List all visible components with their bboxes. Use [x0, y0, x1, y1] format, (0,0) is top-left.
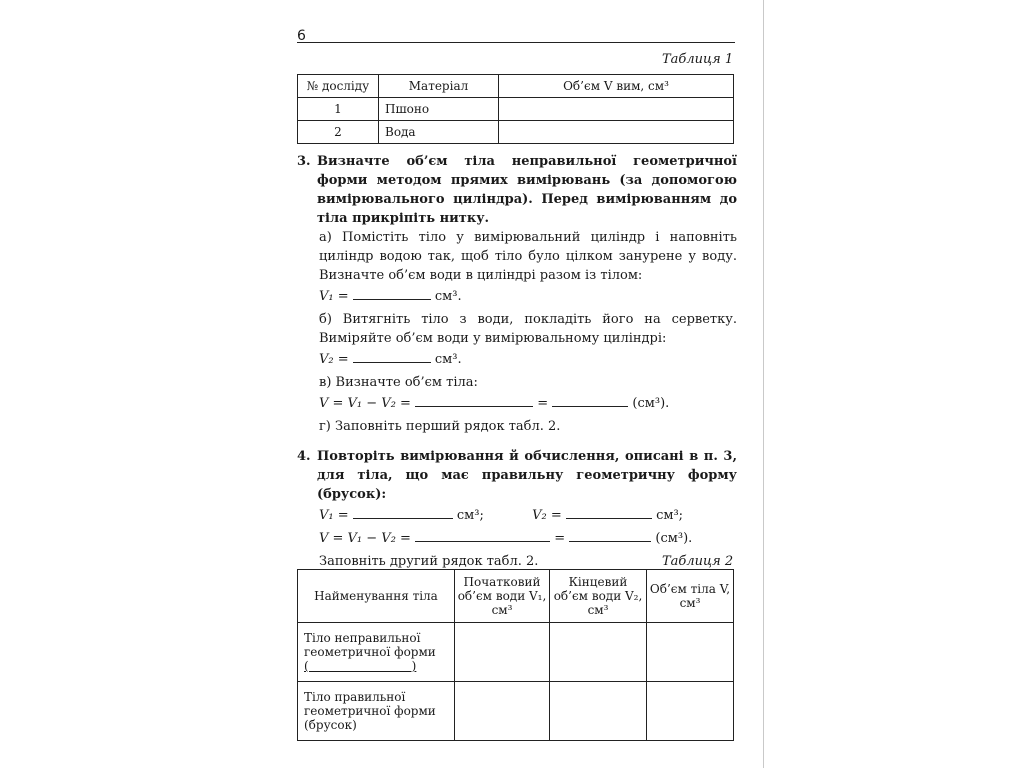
fill-instruction: Заповніть другий рядок табл. 2.: [319, 554, 539, 569]
v1-label: V₁ =: [319, 289, 349, 304]
task-4-intro: [297, 447, 737, 504]
formula-blank[interactable]: [415, 529, 550, 542]
volume-unit: (см³).: [632, 396, 670, 411]
task-3-intro: [297, 152, 737, 228]
v2-blank[interactable]: [566, 506, 652, 519]
v2-line: [297, 350, 737, 369]
v2-label: V₂ =: [319, 352, 349, 367]
volume-formula-line: [297, 394, 737, 413]
task-3: [297, 152, 737, 436]
v2-label: V₂ =: [532, 508, 562, 523]
header-rule: [297, 42, 735, 43]
result-blank[interactable]: [552, 394, 628, 407]
v2-blank[interactable]: [353, 350, 431, 363]
page-edge: [763, 0, 764, 768]
step-d: г) Заповніть перший рядок табл. 2.: [319, 419, 561, 434]
table-row: [298, 623, 734, 682]
table-header-cell: Об’єм V вим, см³: [499, 75, 734, 98]
table2-caption: Таблиця 2: [662, 554, 734, 569]
step-b: б) Витягніть тіло з води, покладіть його на серветку. Виміряйте об’єм води у вимірювальному циліндрі:: [319, 312, 737, 346]
table-cell-empty[interactable]: [550, 623, 647, 682]
table-cell-empty[interactable]: [647, 682, 734, 741]
table-cell: Пшоно: [379, 98, 499, 121]
step-c: в) Визначте об’єм тіла:: [319, 375, 478, 390]
volume-formula-line: [297, 529, 737, 548]
table-row: [298, 121, 734, 144]
body-name: Тіло неправильної геометричної форми: [304, 631, 436, 659]
equals-sign: =: [554, 531, 566, 546]
table-cell-empty[interactable]: [455, 682, 550, 741]
table-cell: 2: [298, 121, 379, 144]
table-cell: Вода: [379, 121, 499, 144]
table-header-row: [298, 75, 734, 98]
volume-formula: V = V₁ − V₂ =: [319, 396, 411, 411]
table-cell: Тіло правильної геометричної форми (брусок): [298, 682, 455, 741]
table-2: [297, 569, 734, 741]
table-cell-empty[interactable]: [499, 121, 734, 144]
table-header-cell: Початковий об’єм води V₁, см³: [455, 570, 550, 623]
v2-unit: см³;: [656, 508, 684, 523]
volume-unit: (см³).: [655, 531, 693, 546]
table-cell-empty[interactable]: [455, 623, 550, 682]
table-header-cell: № досліду: [298, 75, 379, 98]
task-number: 3.: [297, 154, 311, 169]
table-header-cell: Матеріал: [379, 75, 499, 98]
table-cell-empty[interactable]: [550, 682, 647, 741]
v1-line: [297, 287, 737, 306]
name-blank[interactable]: ( ): [304, 659, 417, 673]
v1-label: V₁ =: [319, 508, 349, 523]
v2-unit: см³.: [434, 352, 462, 367]
table-cell-empty[interactable]: [647, 623, 734, 682]
page-number: 6: [297, 28, 306, 44]
task-text: Повторіть вимірювання й обчислення, описані в п. 3, для тіла, що має правильну геометричну форму (брусок):: [317, 449, 737, 502]
result-blank[interactable]: [569, 529, 651, 542]
table-cell: 1: [298, 98, 379, 121]
table-header-cell: Об’єм тіла V, см³: [647, 570, 734, 623]
v1-unit: см³.: [434, 289, 462, 304]
table-header-cell: Кінцевий об’єм води V₂, см³: [550, 570, 647, 623]
table1-caption: Таблиця 1: [662, 52, 734, 67]
v1-blank[interactable]: [353, 506, 453, 519]
table-1: [297, 74, 734, 144]
v1-blank[interactable]: [353, 287, 431, 300]
formula-blank[interactable]: [415, 394, 533, 407]
v1-unit: см³;: [456, 508, 484, 523]
task-text: Визначте об’єм тіла неправильної геометричної форми методом прямих вимірювань (за допомогою вимірювального циліндра). Перед вимірюванням до тіла прикріпіть нитку.: [317, 154, 737, 226]
task-4: [297, 447, 737, 571]
table-header-cell: Найменування тіла: [298, 570, 455, 623]
table-row: [298, 98, 734, 121]
table-cell: [298, 623, 455, 682]
equals-sign: =: [537, 396, 549, 411]
v1-v2-line: [297, 506, 737, 525]
table-header-row: [298, 570, 734, 623]
table-row: [298, 682, 734, 741]
step-a: а) Помістіть тіло у вимірювальний циліндр і наповніть циліндр водою так, щоб тіло було цілком занурене у воду. Визначте об’єм води в циліндрі разом із тілом:: [319, 230, 737, 283]
table-cell-empty[interactable]: [499, 98, 734, 121]
volume-formula: V = V₁ − V₂ =: [319, 531, 411, 546]
task-number: 4.: [297, 449, 311, 464]
